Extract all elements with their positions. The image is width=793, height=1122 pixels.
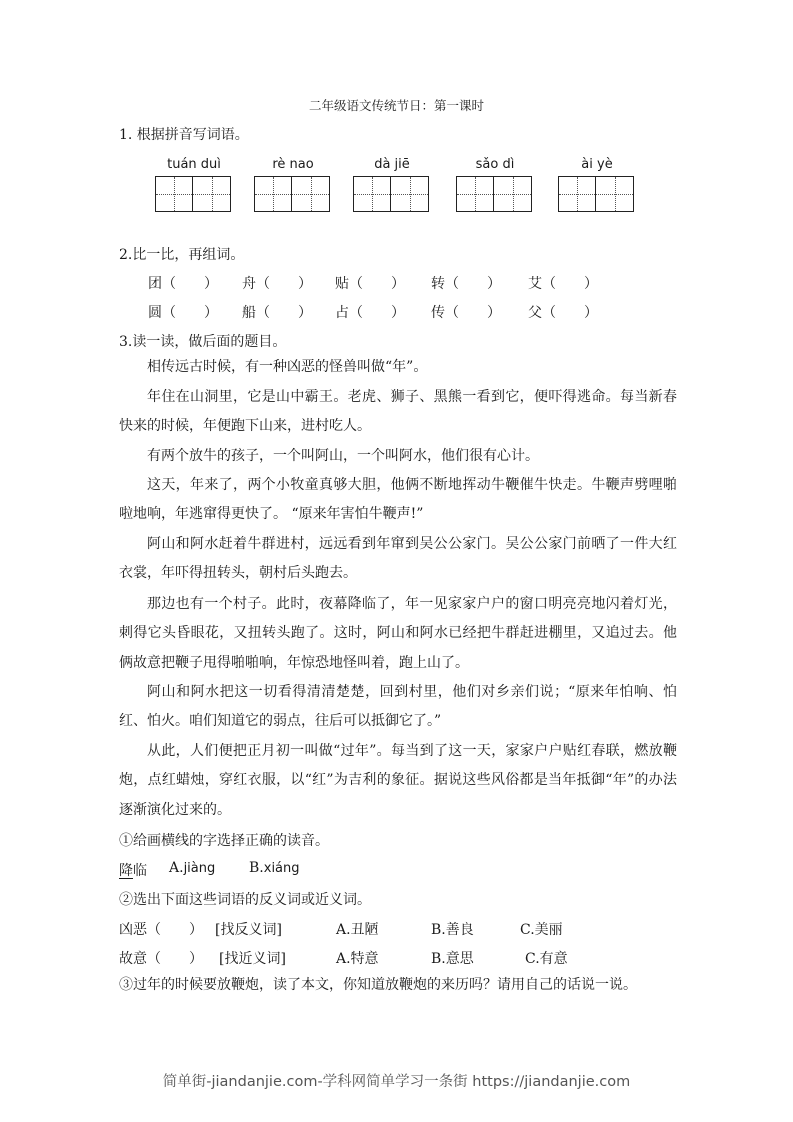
pinyin-label: dà jiē bbox=[374, 157, 410, 172]
compare-item[interactable]: 团（ ） bbox=[148, 276, 218, 292]
story-paragraph: 这天，年来了，两个小牧童真够大胆，他俩不断地挥动牛鞭催牛快走。牛鞭声劈哩啪啦地响，年逃窜得更快了。 “原来年害怕牛鞭声!” bbox=[119, 477, 677, 523]
footer-watermark: 简单街-jiandanjie.com-学科网简单学习一条街 https://jiandanjie.com bbox=[162, 1074, 631, 1090]
compare-item[interactable]: 父（ ） bbox=[528, 305, 598, 321]
q2-heading: 2.比一比，再组词。 bbox=[119, 247, 245, 263]
page-title: 二年级语文传统节日：第一课时 bbox=[308, 98, 484, 113]
grid-cell[interactable] bbox=[456, 176, 494, 212]
compare-item[interactable]: 船（ ） bbox=[242, 305, 312, 321]
pinyin-grid-row bbox=[150, 156, 650, 226]
pinyin-item bbox=[155, 156, 233, 214]
question-type: [找反义词] bbox=[215, 922, 282, 938]
option-a[interactable] bbox=[169, 860, 215, 876]
compare-item[interactable]: 舟（ ） bbox=[242, 276, 312, 292]
story-paragraph: 有两个放牛的孩子，一个叫阿山，一个叫阿水，他们很有心计。 bbox=[147, 448, 539, 464]
option-a[interactable]: A.特意 bbox=[336, 951, 379, 967]
compare-item[interactable]: 圆（ ） bbox=[148, 305, 218, 321]
writing-grid[interactable] bbox=[558, 176, 636, 214]
option-a[interactable]: A.丑陋 bbox=[336, 922, 379, 938]
word-blank[interactable]: 凶恶（ ） bbox=[119, 922, 203, 938]
story-paragraph: 从此，人们便把正月初一叫做“过年”。每当到了这一天，家家户户贴红春联，燃放鞭炮，点红蜡烛，穿红衣服，以“红”为吉利的象征。据说这些风俗都是当年抵御“年”的办法逐渐演化过来的。 bbox=[119, 743, 677, 818]
synonym-line-2 bbox=[119, 948, 679, 968]
option-b[interactable]: B.意思 bbox=[431, 951, 474, 967]
compare-item[interactable]: 艾（ ） bbox=[528, 276, 598, 292]
pinyin-item bbox=[254, 156, 332, 214]
compare-item[interactable]: 贴（ ） bbox=[335, 276, 405, 292]
question-type: [找近义词] bbox=[219, 951, 286, 967]
option-a-pinyin: jiàng bbox=[183, 861, 216, 876]
grid-cell[interactable] bbox=[254, 176, 292, 212]
grid-cell[interactable] bbox=[353, 176, 391, 212]
story-paragraph: 那边也有一个村子。此时，夜幕降临了，年一见家家户户的窗口明亮亮地闪着灯光，刺得它头昏眼花，又扭转头跑了。这时，阿山和阿水已经把牛群赶进棚里，又追过去。他俩故意把鞭子甩得啪啪响，年惊恐地怪叫着，跑上山了。 bbox=[119, 596, 677, 671]
grid-cell[interactable] bbox=[155, 176, 193, 212]
word-blank[interactable]: 故意（ ） bbox=[119, 951, 203, 967]
q1-heading: 1. 根据拼音写词语。 bbox=[119, 127, 249, 143]
pinyin-label: rè nao bbox=[272, 157, 314, 172]
story-paragraph: 阿山和阿水赶着牛群进村，远远看到年窜到吴公公家门。吴公公家门前晒了一件大红衣裳，年吓得扭转头，朝村后头跑去。 bbox=[119, 536, 677, 582]
compare-item[interactable]: 占（ ） bbox=[335, 305, 405, 321]
underlined-char: 降 bbox=[119, 863, 133, 879]
grid-cell[interactable] bbox=[596, 176, 634, 212]
option-c[interactable]: C.有意 bbox=[525, 951, 568, 967]
option-b[interactable]: B.善良 bbox=[431, 922, 474, 938]
pinyin-label: sǎo dì bbox=[475, 157, 515, 172]
writing-grid[interactable] bbox=[456, 176, 534, 214]
writing-grid[interactable] bbox=[155, 176, 233, 214]
word-rest: 临 bbox=[133, 863, 147, 879]
story-paragraph: 年住在山洞里，它是山中霸王。老虎、狮子、黑熊一看到它，便吓得逃命。每当新春快来的时候，年便跑下山来，进村吃人。 bbox=[119, 389, 677, 435]
target-word bbox=[119, 860, 147, 880]
sub-question-2: ②选出下面这些词语的反义词或近义词。 bbox=[119, 892, 371, 908]
option-b[interactable] bbox=[249, 860, 300, 876]
option-c[interactable]: C.美丽 bbox=[520, 922, 563, 938]
compare-item[interactable]: 传（ ） bbox=[431, 305, 501, 321]
option-a-label: A. bbox=[169, 860, 184, 876]
option-b-pinyin: xiáng bbox=[263, 861, 300, 876]
grid-cell[interactable] bbox=[558, 176, 596, 212]
synonym-line-1 bbox=[119, 919, 679, 939]
pinyin-item bbox=[353, 156, 431, 214]
grid-cell[interactable] bbox=[494, 176, 532, 212]
option-b-label: B. bbox=[249, 860, 264, 876]
grid-cell[interactable] bbox=[292, 176, 330, 212]
compare-item[interactable]: 转（ ） bbox=[431, 276, 501, 292]
sub-question-1: ①给画横线的字选择正确的读音。 bbox=[119, 833, 329, 849]
pinyin-item bbox=[558, 156, 636, 214]
q3-heading: 3.读一读，做后面的题目。 bbox=[119, 334, 287, 350]
pinyin-label: ài yè bbox=[581, 157, 613, 172]
grid-cell[interactable] bbox=[193, 176, 231, 212]
writing-grid[interactable] bbox=[254, 176, 332, 214]
story-paragraph: 阿山和阿水把这一切看得清清楚楚，回到村里，他们对乡亲们说；“原来年怕响、怕红、怕火。咱们知道它的弱点，往后可以抵御它了。” bbox=[119, 684, 677, 730]
story-paragraph: 相传远古时候，有一种凶恶的怪兽叫做“年”。 bbox=[147, 359, 428, 375]
pinyin-item bbox=[456, 156, 534, 214]
grid-cell[interactable] bbox=[391, 176, 429, 212]
pronunciation-options bbox=[119, 860, 679, 880]
writing-grid[interactable] bbox=[353, 176, 431, 214]
sub-question-3: ③过年的时候要放鞭炮，读了本文，你知道放鞭炮的来历吗？请用自己的话说一说。 bbox=[119, 977, 637, 993]
pinyin-label: tuán duì bbox=[167, 157, 221, 172]
